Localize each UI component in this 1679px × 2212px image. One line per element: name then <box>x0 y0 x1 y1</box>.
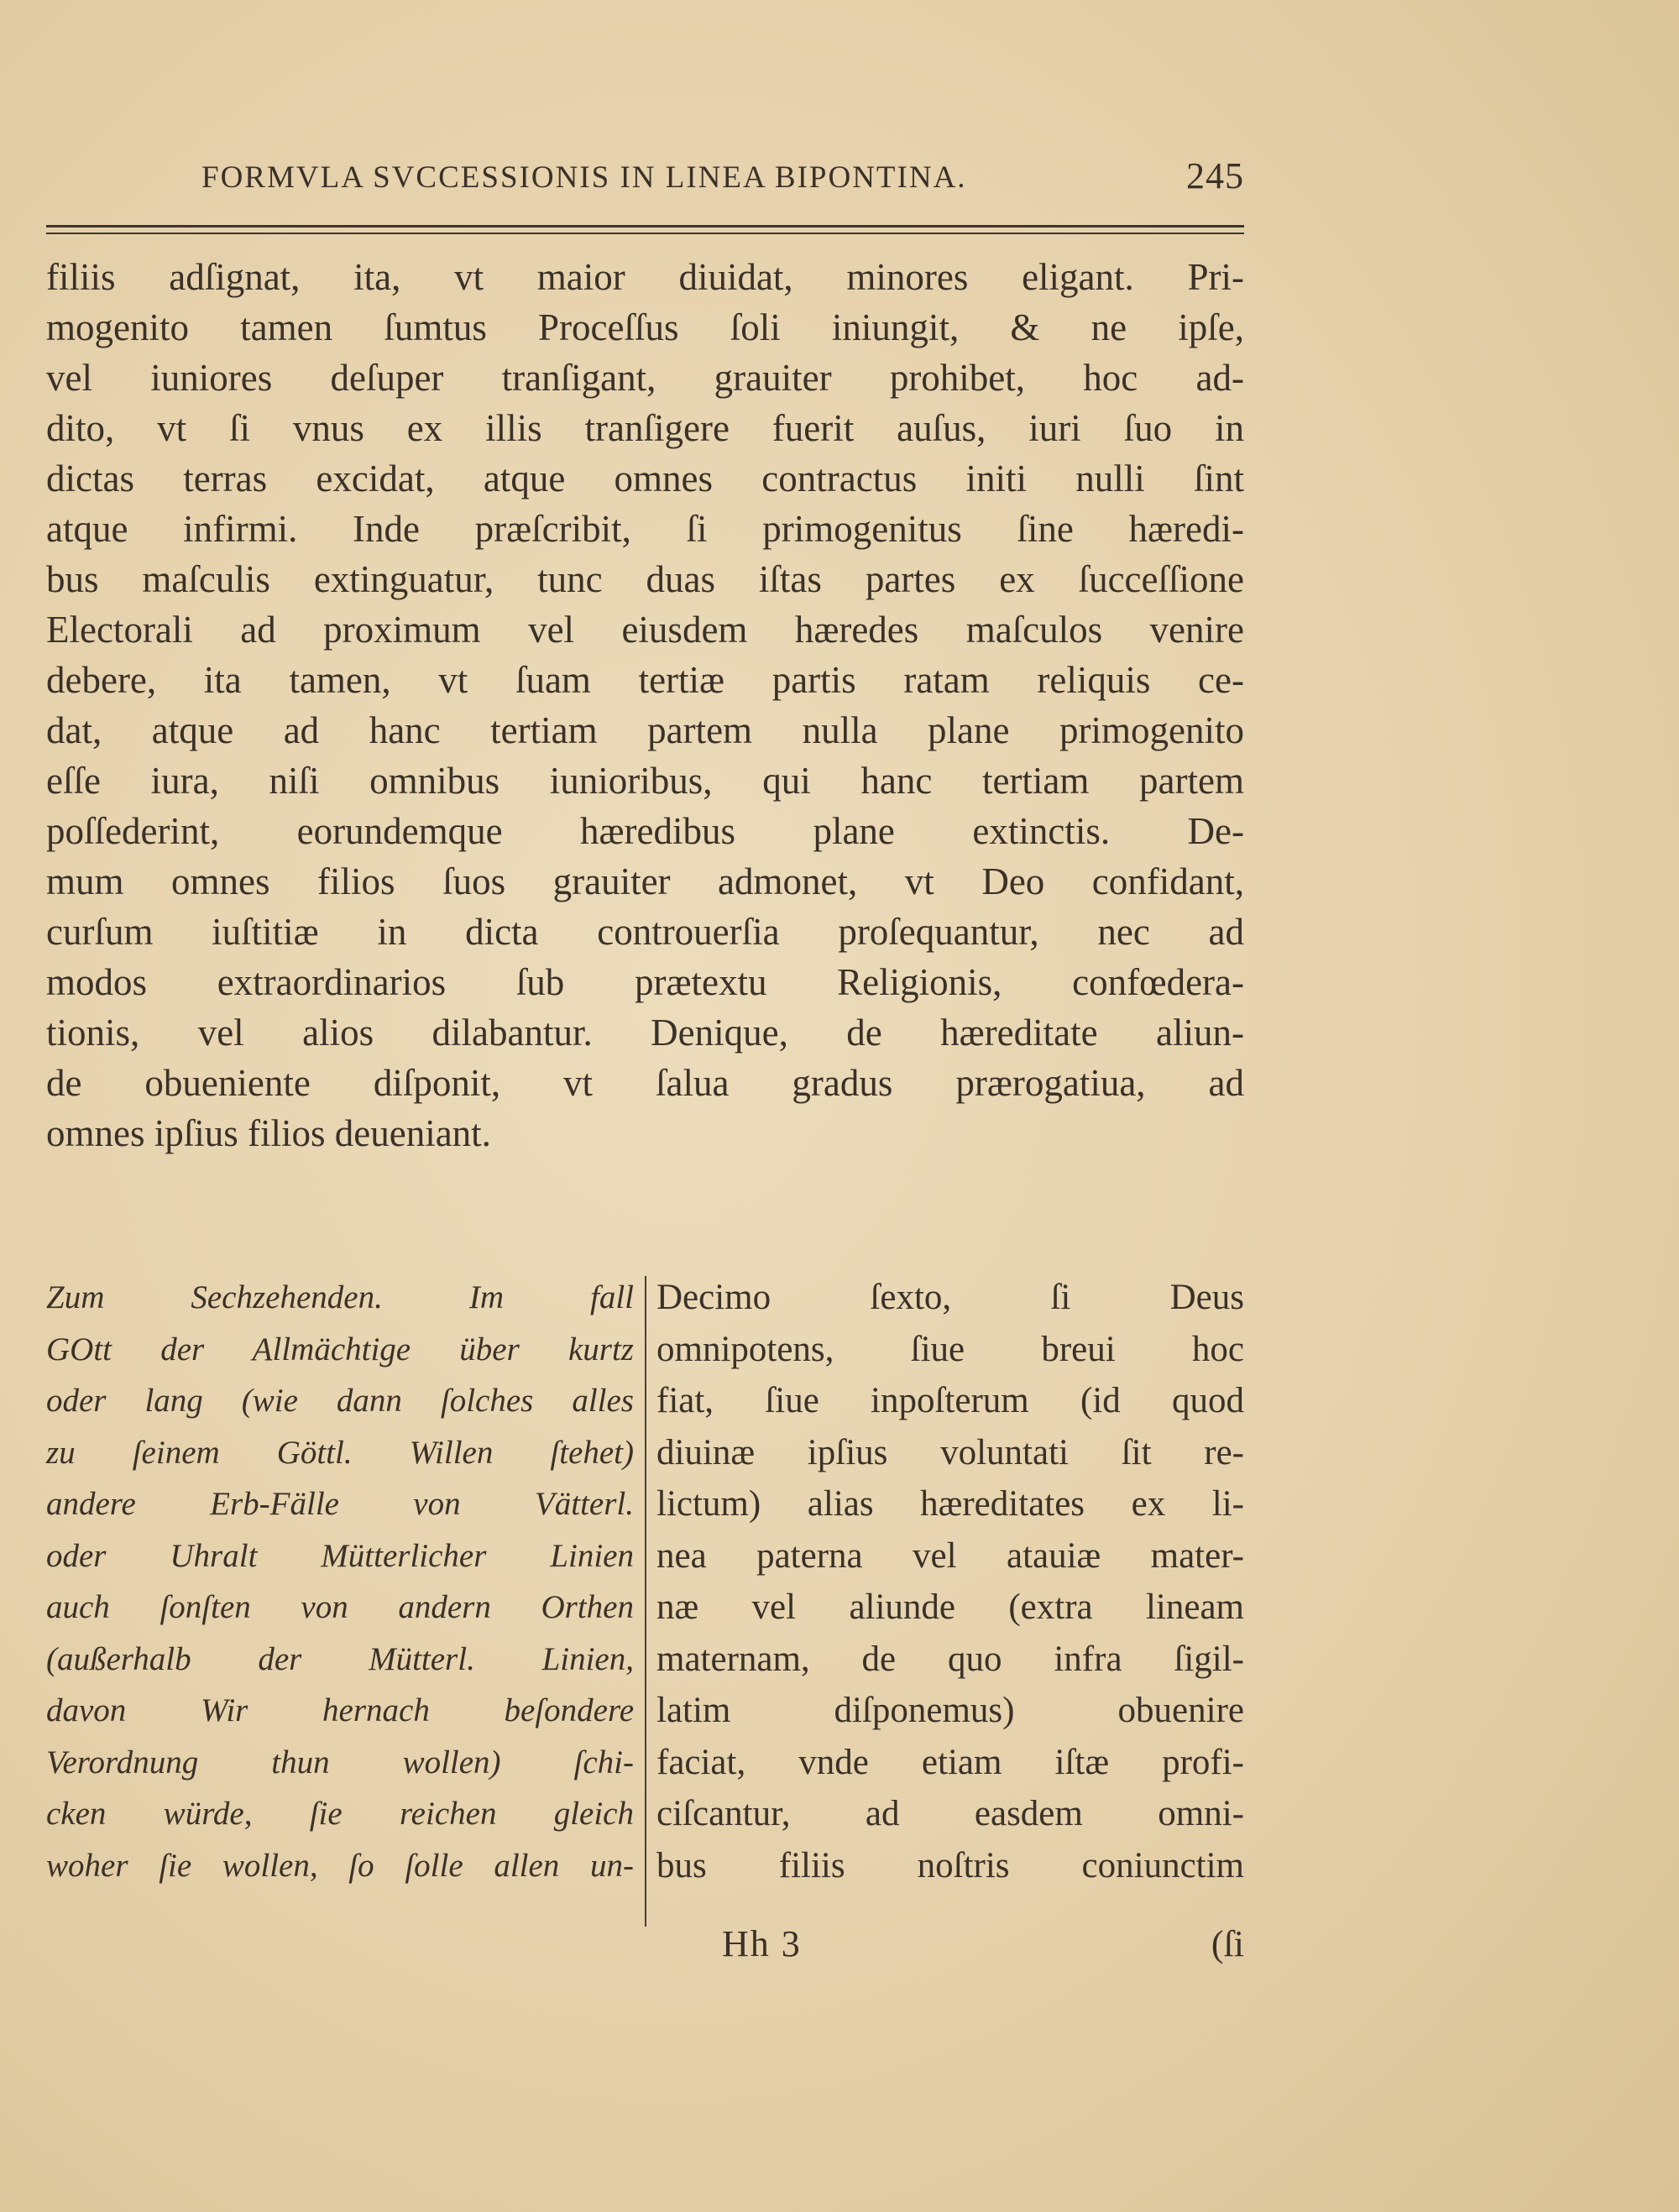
page-number: 245 <box>1186 155 1244 196</box>
latin-line: diuinæ ipſius voluntati ſit re- <box>656 1432 1244 1472</box>
column-divider <box>645 1276 646 1927</box>
text-line: atque infirmi. Inde præſcribit, ſi primogenitus ſine hæredi- <box>46 508 1244 550</box>
latin-line: nea paterna vel atauiæ mater- <box>656 1535 1244 1576</box>
signature-mark: Hh 3 <box>722 1923 802 1964</box>
latin-column <box>656 1272 1244 1891</box>
text-line: filiis adſignat, ita, vt maior diuidat, minores eligant. Pri- <box>46 256 1244 298</box>
german-line: cken würde, ſie reichen gleich <box>46 1796 634 1832</box>
running-title: FORMVLA SVCCESSIONIS IN LINEA BIPONTINA. <box>201 160 967 195</box>
text-line: tionis, vel alios dilabantur. Denique, de hæreditate aliun- <box>46 1012 1244 1054</box>
text-line: vel iuniores deſuper tranſigant, grauiter prohibet, hoc ad- <box>46 357 1244 399</box>
header-double-rule <box>46 225 1244 234</box>
german-line: zu ſeinem Göttl. Willen ſtehet) <box>46 1434 634 1471</box>
latin-line: ciſcantur, ad easdem omni- <box>656 1794 1244 1833</box>
text-line: curſum iuſtitiæ in dicta controuerſia proſequantur, nec ad <box>46 911 1244 953</box>
text-line: dito, vt ſi vnus ex illis tranſigere fuerit auſus, iuri ſuo in <box>46 407 1244 449</box>
running-header <box>201 155 1244 201</box>
text-line: mogenito tamen ſumtus Proceſſus ſoli iniungit, & ne ipſe, <box>46 306 1244 348</box>
german-line: woher ſie wollen, ſo ſolle allen un- <box>46 1847 634 1884</box>
text-line: bus maſculis extinguatur, tunc duas iſtas partes ex ſucceſſione <box>46 558 1244 600</box>
text-line: de obueniente diſponit, vt ſalua gradus prærogatiua, ad <box>46 1062 1244 1104</box>
latin-line: Decimo ſexto, ſi Deus <box>656 1278 1244 1317</box>
catchword: (ſi <box>1211 1923 1244 1964</box>
page-footer <box>722 1922 1244 1973</box>
text-line: dat, atque ad hanc tertiam partem nulla plane primogenito <box>46 709 1244 751</box>
text-line: omnes ipſius filios deueniant. <box>46 1112 491 1154</box>
text-line: poſſederint, eorundemque hæredibus plane extinctis. De- <box>46 810 1244 852</box>
german-line: auch ſonſten von andern Orthen <box>46 1589 634 1625</box>
german-line: oder lang (wie dann ſolches alles <box>46 1383 634 1419</box>
text-line: modos extraordinarios ſub prætextu Religionis, confœdera- <box>46 961 1244 1003</box>
german-line: GOtt der Allmächtige über kurtz <box>46 1331 634 1367</box>
latin-line: næ vel aliunde (extra lineam <box>656 1587 1244 1627</box>
latin-line: lictum) alias hæreditates ex li- <box>656 1484 1244 1524</box>
german-line: andere Erb-Fälle von Vätterl. <box>46 1486 634 1522</box>
latin-line: bus filiis noſtris coniunctim <box>656 1845 1244 1885</box>
text-line: dictas terras excidat, atque omnes contractus initi nulli ſint <box>46 458 1244 499</box>
text-line: mum omnes filios ſuos grauiter admonet, vt Deo confidant, <box>46 860 1244 902</box>
text-line: eſſe iura, niſi omnibus iunioribus, qui hanc tertiam partem <box>46 760 1244 802</box>
latin-line: latim diſponemus) obuenire <box>656 1691 1244 1730</box>
german-column <box>46 1272 634 1891</box>
text-line: debere, ita tamen, vt ſuam tertiæ partis ratam reliquis ce- <box>46 659 1244 701</box>
german-line: oder Uhralt Mütterlicher Linien <box>46 1537 634 1574</box>
text-line: Electorali ad proximum vel eiusdem hæredes maſculos venire <box>46 609 1244 651</box>
german-line: davon Wir hernach beſondere <box>46 1692 634 1728</box>
latin-line: fiat, ſiue inpoſterum (id quod <box>656 1381 1244 1420</box>
latin-line: omnipotens, ſiue breui hoc <box>656 1329 1244 1369</box>
main-latin-paragraph <box>46 252 1244 1158</box>
latin-line: faciat, vnde etiam iſtæ profi- <box>656 1742 1244 1782</box>
german-line: (außerhalb der Mütterl. Linien, <box>46 1640 634 1677</box>
latin-line: maternam, de quo infra ſigil- <box>656 1639 1244 1679</box>
german-line: Zum Sechzehenden. Im fall <box>46 1279 634 1315</box>
german-line: Verordnung thun wollen) ſchi- <box>46 1744 634 1781</box>
